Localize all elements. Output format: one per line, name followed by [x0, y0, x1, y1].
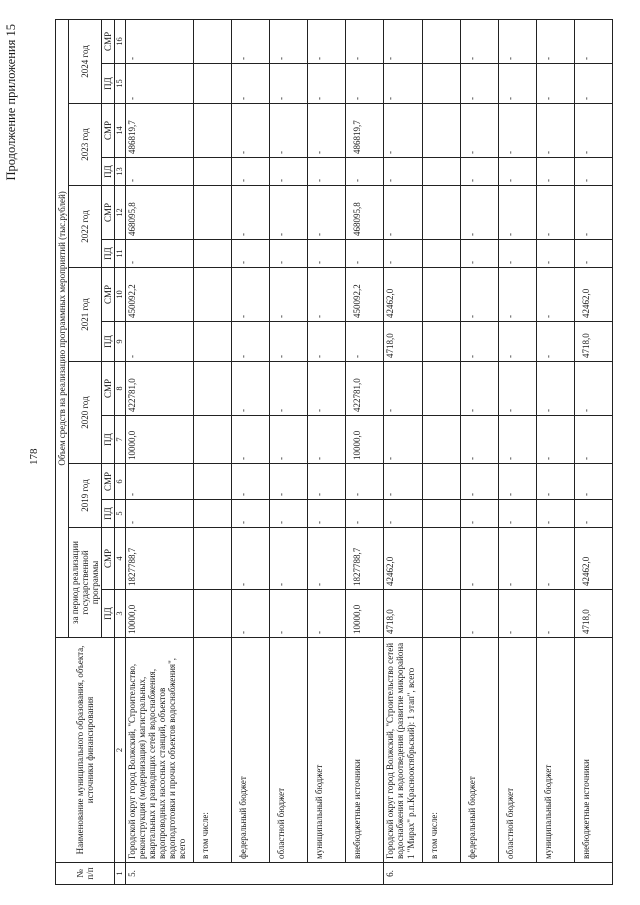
value-cell — [194, 186, 232, 240]
value-cell — [422, 186, 460, 240]
value-cell: - — [270, 416, 308, 464]
header-period: за период реализации государственной программы — [69, 528, 102, 638]
column-index-cell: 3 — [115, 590, 126, 638]
value-cell: - — [346, 500, 384, 528]
value-cell: - — [270, 528, 308, 590]
value-cell: - — [308, 240, 346, 268]
row-name: федеральный бюджет — [460, 638, 498, 863]
value-cell: - — [232, 590, 270, 638]
value-cell: - — [308, 528, 346, 590]
value-cell: - — [270, 362, 308, 416]
value-cell: 42462,0 — [574, 528, 612, 590]
value-cell: - — [460, 590, 498, 638]
table-row — [308, 19, 346, 884]
header-2022: 2022 год — [69, 186, 102, 268]
value-cell: - — [346, 64, 384, 104]
column-index-row — [115, 19, 126, 884]
value-cell: - — [270, 590, 308, 638]
value-cell: - — [270, 64, 308, 104]
value-cell: - — [574, 104, 612, 158]
value-cell: - — [270, 240, 308, 268]
column-index-cell: 15 — [115, 64, 126, 104]
table-row — [232, 19, 270, 884]
value-cell: - — [536, 19, 574, 63]
table-row — [346, 19, 384, 884]
value-cell — [194, 500, 232, 528]
value-cell: - — [460, 322, 498, 362]
column-index-cell: 13 — [115, 158, 126, 186]
value-cell — [422, 322, 460, 362]
value-cell: - — [384, 362, 422, 416]
value-cell: - — [308, 19, 346, 63]
value-cell: - — [460, 64, 498, 104]
row-name: внебюджетные источники — [574, 638, 612, 863]
value-cell: 42462,0 — [384, 528, 422, 590]
header-2023: 2023 год — [69, 104, 102, 186]
value-cell: - — [308, 322, 346, 362]
value-cell: - — [460, 416, 498, 464]
header-smr: СМР — [102, 104, 115, 158]
row-name: федеральный бюджет — [232, 638, 270, 863]
value-cell: - — [536, 416, 574, 464]
value-cell — [422, 590, 460, 638]
value-cell: - — [498, 322, 536, 362]
value-cell: - — [536, 240, 574, 268]
value-cell: - — [498, 104, 536, 158]
value-cell — [194, 528, 232, 590]
header-smr: СМР — [102, 19, 115, 63]
row-name: Городской округ город Волжский, "Строительство сетей водоснабжения и водоотведения (развитие микрорайона 1 "Мирах" р.п.Краснооктябрьский): 1 этап", всего — [384, 638, 422, 863]
row-name: в том числе: — [422, 638, 460, 863]
value-cell: - — [346, 464, 384, 500]
value-cell: - — [270, 104, 308, 158]
column-index-cell: 1 — [115, 863, 126, 885]
header-name: Наименование муниципального образования, объекта, источники финансирования — [56, 638, 115, 863]
table-row — [536, 19, 574, 884]
value-cell — [194, 64, 232, 104]
table-row — [422, 19, 460, 884]
value-cell: - — [536, 268, 574, 322]
value-cell — [194, 268, 232, 322]
value-cell: 422781,0 — [346, 362, 384, 416]
value-cell — [194, 322, 232, 362]
value-cell: - — [232, 500, 270, 528]
value-cell: 4718,0 — [384, 322, 422, 362]
value-cell: - — [384, 64, 422, 104]
value-cell — [422, 240, 460, 268]
value-cell: 422781,0 — [125, 362, 193, 416]
table-row — [194, 19, 232, 884]
value-cell: - — [270, 322, 308, 362]
value-cell — [194, 158, 232, 186]
value-cell: - — [270, 186, 308, 240]
value-cell: - — [125, 464, 193, 500]
value-cell: - — [498, 528, 536, 590]
value-cell — [422, 158, 460, 186]
value-cell: - — [536, 64, 574, 104]
value-cell — [194, 416, 232, 464]
header-smr: СМР — [102, 464, 115, 500]
header-row-1 — [56, 19, 69, 884]
value-cell — [194, 590, 232, 638]
value-cell: - — [460, 104, 498, 158]
value-cell: 10000,0 — [346, 590, 384, 638]
value-cell: - — [270, 464, 308, 500]
page-number: 178 — [28, 448, 40, 465]
value-cell: - — [384, 240, 422, 268]
value-cell: - — [574, 64, 612, 104]
value-cell: - — [308, 158, 346, 186]
row-name: муниципальный бюджет — [536, 638, 574, 863]
column-index-cell: 10 — [115, 268, 126, 322]
header-num: № п/п — [56, 863, 115, 885]
table-row — [460, 19, 498, 884]
value-cell — [422, 500, 460, 528]
value-cell: - — [270, 158, 308, 186]
row-name: областной бюджет — [498, 638, 536, 863]
value-cell: - — [498, 590, 536, 638]
header-smr: СМР — [102, 186, 115, 240]
value-cell: 450092,2 — [346, 268, 384, 322]
value-cell: - — [308, 416, 346, 464]
value-cell: - — [270, 268, 308, 322]
value-cell: - — [125, 19, 193, 63]
value-cell: - — [536, 500, 574, 528]
value-cell: - — [232, 322, 270, 362]
value-cell: - — [308, 186, 346, 240]
column-index-cell: 5 — [115, 500, 126, 528]
table-row — [270, 19, 308, 884]
value-cell: - — [232, 464, 270, 500]
value-cell: - — [384, 158, 422, 186]
header-volume: Объем средств на реализацию программных мероприятий (тыс.рублей) — [56, 19, 69, 637]
column-index-cell: 6 — [115, 464, 126, 500]
value-cell: - — [384, 19, 422, 63]
table-row — [574, 19, 612, 884]
value-cell: - — [574, 186, 612, 240]
table-body — [125, 19, 612, 884]
value-cell: - — [346, 158, 384, 186]
value-cell: - — [125, 322, 193, 362]
value-cell: - — [498, 240, 536, 268]
column-index-cell: 14 — [115, 104, 126, 158]
value-cell: 4718,0 — [574, 590, 612, 638]
value-cell: - — [498, 268, 536, 322]
column-index-cell: 16 — [115, 19, 126, 63]
row-number: 6. — [384, 863, 612, 885]
value-cell — [422, 464, 460, 500]
value-cell: - — [308, 464, 346, 500]
value-cell: - — [498, 362, 536, 416]
appendix-continuation: Продолжение приложения 15 — [4, 24, 18, 181]
value-cell: - — [308, 268, 346, 322]
value-cell: - — [125, 64, 193, 104]
value-cell: - — [574, 158, 612, 186]
value-cell: - — [232, 64, 270, 104]
value-cell: - — [232, 186, 270, 240]
value-cell: 10000,0 — [125, 590, 193, 638]
table-row — [125, 19, 193, 884]
header-pd: ПД — [102, 240, 115, 268]
value-cell: - — [536, 464, 574, 500]
value-cell — [422, 104, 460, 158]
row-name: муниципальный бюджет — [308, 638, 346, 863]
row-number: 5. — [125, 863, 383, 885]
value-cell: - — [308, 104, 346, 158]
row-name: областной бюджет — [270, 638, 308, 863]
value-cell: 468095,8 — [346, 186, 384, 240]
value-cell: 1827788,7 — [125, 528, 193, 590]
value-cell: - — [125, 158, 193, 186]
value-cell: - — [232, 240, 270, 268]
value-cell: - — [384, 416, 422, 464]
value-cell: 486819,7 — [346, 104, 384, 158]
value-cell: - — [498, 416, 536, 464]
value-cell: - — [384, 186, 422, 240]
value-cell: - — [346, 19, 384, 63]
row-name: внебюджетные источники — [346, 638, 384, 863]
row-name: Городской округ город Волжский, "Строительство, реконструкция (модернизация) магистральных, квартальных и разводящих сетей водоснабжения, водопроводных насосных станций, объектов водоподготовки и прочих объектов водоснабжения", всего — [125, 638, 193, 863]
header-pd: ПД — [102, 158, 115, 186]
column-index-cell: 8 — [115, 362, 126, 416]
value-cell: - — [574, 464, 612, 500]
value-cell: - — [536, 104, 574, 158]
value-cell: - — [232, 268, 270, 322]
value-cell — [422, 268, 460, 322]
value-cell: 42462,0 — [384, 268, 422, 322]
financing-table — [55, 19, 613, 885]
value-cell: - — [460, 464, 498, 500]
value-cell — [422, 528, 460, 590]
value-cell: - — [498, 464, 536, 500]
value-cell: 486819,7 — [125, 104, 193, 158]
value-cell — [422, 362, 460, 416]
value-cell: - — [308, 362, 346, 416]
value-cell: - — [460, 19, 498, 63]
header-smr: СМР — [102, 528, 115, 590]
value-cell: 10000,0 — [125, 416, 193, 464]
header-pd: ПД — [102, 64, 115, 104]
value-cell: - — [460, 528, 498, 590]
value-cell: - — [346, 322, 384, 362]
value-cell: - — [232, 19, 270, 63]
value-cell — [194, 104, 232, 158]
value-cell — [194, 240, 232, 268]
value-cell — [422, 416, 460, 464]
value-cell: - — [536, 186, 574, 240]
column-index-cell: 2 — [115, 638, 126, 863]
value-cell — [422, 19, 460, 63]
column-index-cell: 4 — [115, 528, 126, 590]
value-cell: - — [574, 362, 612, 416]
value-cell: - — [460, 186, 498, 240]
value-cell: - — [498, 158, 536, 186]
header-smr: СМР — [102, 362, 115, 416]
header-pd: ПД — [102, 590, 115, 638]
value-cell: - — [574, 500, 612, 528]
value-cell: - — [574, 416, 612, 464]
row-name: в том числе: — [194, 638, 232, 863]
value-cell: - — [308, 590, 346, 638]
value-cell: 1827788,7 — [346, 528, 384, 590]
value-cell — [422, 64, 460, 104]
value-cell: - — [498, 64, 536, 104]
value-cell: - — [460, 240, 498, 268]
header-2019: 2019 год — [69, 464, 102, 528]
value-cell: - — [384, 104, 422, 158]
table-row — [384, 19, 422, 884]
value-cell: 4718,0 — [384, 590, 422, 638]
value-cell: - — [270, 19, 308, 63]
value-cell: - — [460, 158, 498, 186]
value-cell: - — [384, 464, 422, 500]
value-cell: - — [536, 158, 574, 186]
value-cell: 468095,8 — [125, 186, 193, 240]
value-cell: - — [498, 19, 536, 63]
value-cell: - — [308, 64, 346, 104]
value-cell: - — [384, 500, 422, 528]
header-pd: ПД — [102, 322, 115, 362]
value-cell: - — [498, 500, 536, 528]
value-cell: 10000,0 — [346, 416, 384, 464]
value-cell: - — [346, 240, 384, 268]
value-cell: - — [232, 158, 270, 186]
value-cell: - — [460, 500, 498, 528]
header-2024: 2024 год — [69, 19, 102, 103]
value-cell: - — [460, 362, 498, 416]
value-cell: - — [232, 362, 270, 416]
value-cell — [194, 464, 232, 500]
value-cell — [194, 362, 232, 416]
value-cell: - — [270, 500, 308, 528]
header-smr: СМР — [102, 268, 115, 322]
value-cell — [194, 19, 232, 63]
column-index-cell: 12 — [115, 186, 126, 240]
value-cell: - — [232, 416, 270, 464]
value-cell: - — [232, 528, 270, 590]
value-cell: - — [574, 19, 612, 63]
header-2021: 2021 год — [69, 268, 102, 362]
value-cell: - — [232, 104, 270, 158]
value-cell: - — [125, 500, 193, 528]
value-cell: - — [308, 500, 346, 528]
value-cell: - — [536, 528, 574, 590]
value-cell: - — [536, 322, 574, 362]
column-index-cell: 7 — [115, 416, 126, 464]
value-cell: - — [125, 240, 193, 268]
value-cell: 4718,0 — [574, 322, 612, 362]
value-cell: 450092,2 — [125, 268, 193, 322]
value-cell: - — [498, 186, 536, 240]
header-2020: 2020 год — [69, 362, 102, 464]
header-pd: ПД — [102, 500, 115, 528]
value-cell: 42462,0 — [574, 268, 612, 322]
header-pd: ПД — [102, 416, 115, 464]
value-cell: - — [536, 362, 574, 416]
value-cell: - — [460, 268, 498, 322]
value-cell: - — [574, 240, 612, 268]
table-row — [498, 19, 536, 884]
column-index-cell: 11 — [115, 240, 126, 268]
column-index-cell: 9 — [115, 322, 126, 362]
value-cell: - — [536, 590, 574, 638]
